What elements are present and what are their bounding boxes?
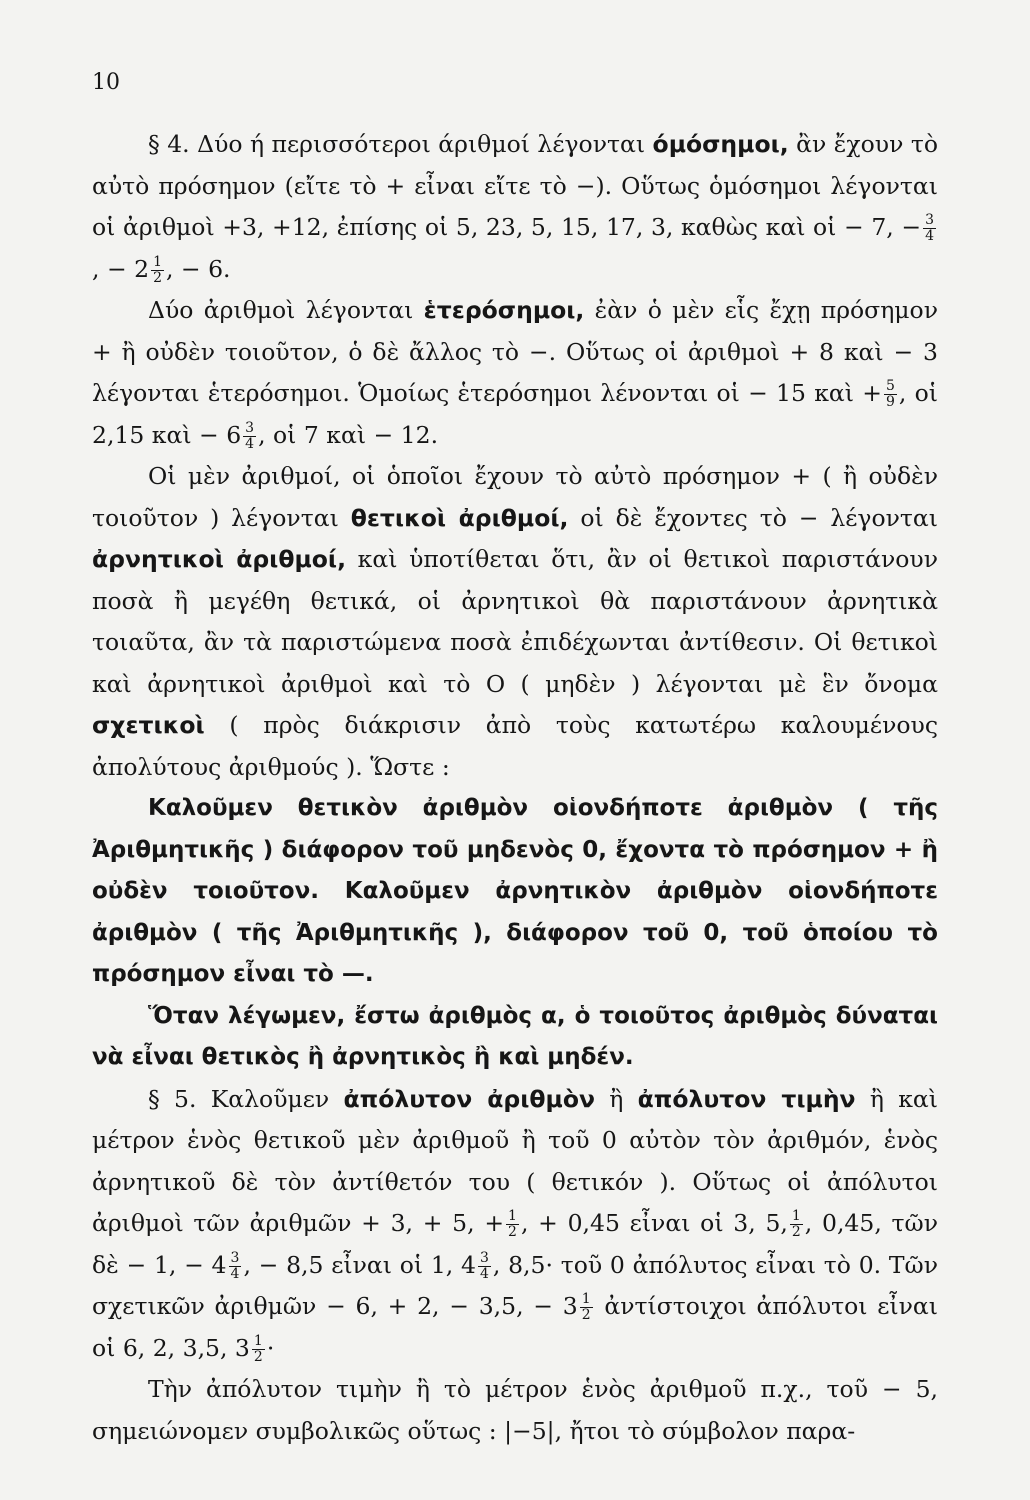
fraction xyxy=(478,1251,491,1282)
term-negative-numbers: ἀρνητικοὶ ἀριθμοί, xyxy=(92,545,347,573)
term-absolute-value: ἀπόλυτον τιμὴν xyxy=(637,1084,856,1113)
text-run: , 8,5· τοῦ 0 ἀπόλυτος εἶναι τὸ 0. Τῶν σχετικῶν ἀριθμῶν − 6, + 2, − 3,5, − 3 xyxy=(92,1250,938,1320)
numerator: 1 xyxy=(253,1332,263,1349)
denominator: 2 xyxy=(581,1307,591,1323)
denominator: 4 xyxy=(479,1265,489,1282)
text-run: Οἱ μὲν ἀριθμοί, οἱ ὁποῖοι ἔχουν τὸ αὐτὸ πρόσημον + ( ἢ οὐδὲν τοιοῦτον ) λέγονται xyxy=(92,462,938,532)
denominator: 4 xyxy=(230,1265,240,1282)
text-run: · xyxy=(266,1333,275,1362)
term-positive-numbers: θετικοὶ ἀριθμοί, xyxy=(350,503,569,532)
text-run: , + 0,45 εἶναι οἱ 3, 5, xyxy=(520,1209,788,1237)
fraction xyxy=(243,421,256,452)
text-run: ἂν ἔχουν τὸ αὐτὸ πρόσημον (εἴτε τὸ + εἶναι εἴτε τὸ −). Οὕτως ὁμόσημοι λέγονται οἱ ἀριθμοὶ +3, +12, ἐπίσης οἱ 5, 23, 5, 15, 17, 3, καθὼς καὶ οἱ − 7, − xyxy=(92,130,938,241)
text-run: , − 2 xyxy=(92,254,150,283)
text-run: , − 8,5 εἶναι οἱ 1, 4 xyxy=(243,1250,476,1279)
numerator: 1 xyxy=(508,1208,517,1224)
numerator: 3 xyxy=(479,1249,489,1266)
fraction xyxy=(790,1209,803,1240)
definition-number-alpha: Ὅταν λέγωμεν, ἔστω ἀριθμὸς α, ὁ τοιοῦτος ἀριθμὸς δύναται νὰ εἶναι θετικὸς ἢ ἀρνητικὸς ἢ καὶ μηδέν. xyxy=(92,1002,938,1070)
numerator: 1 xyxy=(581,1291,591,1307)
text-run: ἢ xyxy=(594,1084,638,1113)
denominator: 9 xyxy=(885,394,895,410)
numerator: 3 xyxy=(925,212,934,228)
denominator: 2 xyxy=(153,269,162,286)
text-run: ἢ καὶ μέτρον ἑνὸς θετικοῦ μὲν ἀριθμοῦ ἢ τοῦ 0 αὐτὸν τὸν ἀριθμόν, ἑνὸς ἀρνητικοῦ δὲ τὸν ἀντίθετόν του ( θετικόν ). Οὕτως οἱ ἀπόλυτοι ἀριθμοὶ τῶν ἀριθμῶν + 3, + 5, + xyxy=(92,1084,938,1237)
text-run: ( πρὸς διάκρισιν ἀπὸ τοὺς κατωτέρω καλουμένους ἀπολύτους ἀριθμούς ). Ὥστε : xyxy=(92,711,938,781)
term-relative: σχετικοὶ xyxy=(92,711,205,739)
text-run: , οἱ 2,15 καὶ − 6 xyxy=(92,379,938,449)
numerator: 1 xyxy=(153,253,162,270)
term-absolute-number: ἀπόλυτον ἀριθμὸν xyxy=(343,1084,595,1113)
absolute-value-notation-paragraph: Τὴν ἀπόλυτον τιμὴν ἢ τὸ μέτρον ἑνὸς ἀριθμοῦ π.χ., τοῦ − 5, σημειώνομεν συμβολικῶς οὕτως : |−5|, ἤτοι τὸ σύμβολον παρα- xyxy=(92,1375,938,1445)
fraction xyxy=(252,1334,265,1365)
section-5-paragraph xyxy=(92,1079,938,1370)
text-run: , − 6. xyxy=(165,254,231,283)
numerator: 5 xyxy=(885,378,895,394)
page-number: 10 xyxy=(92,70,120,95)
fraction xyxy=(884,379,897,410)
term-heterosemous: ἑτερόσημοι, xyxy=(423,296,585,324)
text-run: ἐὰν ὁ μὲν εἷς ἔχῃ πρόσημον + ἢ οὐδὲν τοιοῦτον, ὁ δὲ ἄλλος τὸ −. Οὕτως οἱ ἀριθμοὶ + 8 καὶ − 3 λέγονται ἑτερόσημοι. Ὁμοίως ἑτερόσημοι λένονται οἱ − 15 καὶ + xyxy=(92,296,938,407)
denominator: 4 xyxy=(925,228,934,244)
text-run: , οἱ 7 καὶ − 12. xyxy=(258,420,439,449)
positive-negative-paragraph xyxy=(92,456,938,788)
section-4-paragraph xyxy=(92,124,938,290)
text-run: , 0,45, τῶν δὲ − 1, − 4 xyxy=(92,1209,938,1279)
fraction xyxy=(151,255,164,286)
fraction xyxy=(506,1209,519,1240)
numerator: 3 xyxy=(230,1249,240,1266)
text-run: ἀντίστοιχοι ἀπόλυτοι εἶναι οἱ 6, 2, 3,5, 3 xyxy=(92,1292,938,1362)
denominator: 2 xyxy=(791,1224,801,1240)
section-4-lead: § 4. Δύο ή περισσότεροι άριθμοί λέγονται xyxy=(148,130,653,158)
page-body xyxy=(92,124,938,1452)
denominator: 2 xyxy=(253,1348,263,1365)
numerator: 1 xyxy=(791,1208,801,1224)
denominator: 4 xyxy=(245,435,255,452)
text-run: οἱ δὲ ἔχοντες τὸ − λέγονται xyxy=(568,503,938,532)
section-5-lead: § 5. Καλοῦμεν xyxy=(148,1084,344,1113)
text-run: καὶ ὑποτίθεται ὅτι, ἂν οἱ θετικοὶ παριστάνουν ποσὰ ἢ μεγέθη θετικά, οἱ ἀρνητικοὶ θὰ παριστάνουν ἀρνητικὰ τοιαῦτα, ἂν τὰ παριστώμενα ποσὰ ἐπιδέχωνται ἀντίθεσιν. Οἱ θετικοὶ καὶ ἀρνητικοὶ ἀριθμοὶ καὶ τὸ Ο ( μηδὲν ) λέγονται μὲ ἓν ὄνομα xyxy=(92,545,939,698)
fraction xyxy=(580,1292,593,1323)
denominator: 2 xyxy=(508,1224,517,1240)
term-homosemous: όμόσημοι, xyxy=(652,130,789,158)
definition-positive-negative: Καλοῦμεν θετικὸν ἀριθμὸν οἱονδήποτε ἀριθμὸν ( τῆς Ἀριθμητικῆς ) διάφορον τοῦ μηδενὸς 0, ἔχοντα τὸ πρόσημον + ἢ οὐδὲν τοιοῦτον. Καλοῦμεν ἀρνητικὸν ἀριθμὸν οἱονδήποτε ἀριθμὸν ( τῆς Ἀριθμητικῆς ), διάφορον τοῦ 0, τοῦ ὁποίου τὸ πρόσημον εἶναι τὸ —. xyxy=(92,795,938,987)
text-run: Δύο ἀριθμοὶ λέγονται xyxy=(148,296,424,324)
fraction xyxy=(229,1251,242,1282)
numerator: 3 xyxy=(245,419,255,436)
heterosemous-paragraph xyxy=(92,290,938,456)
fraction xyxy=(923,213,936,244)
